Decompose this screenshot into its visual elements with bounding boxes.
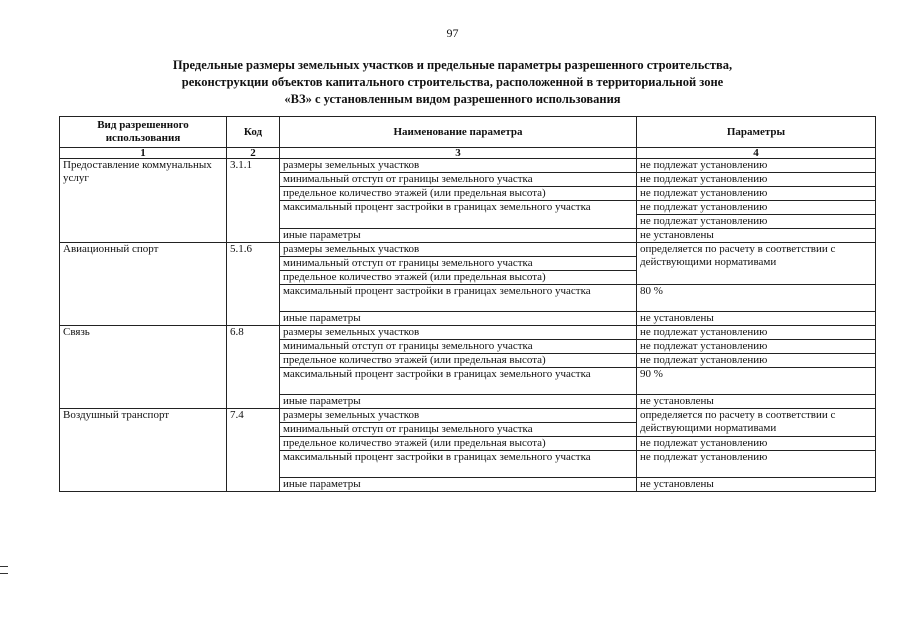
parameter-value-cell: 90 % [637,368,876,395]
parameter-value-cell: не установлены [637,395,876,409]
parameter-value-cell: не подлежат установлению [637,451,876,478]
parameter-value-cell: не подлежат установлению [637,437,876,451]
parameter-name-cell: минимальный отступ от границы земельного участка [280,340,637,354]
parameter-value-cell: не установлены [637,478,876,492]
use-type-cell: Авиационный спорт [60,243,227,326]
table-header-row [60,117,876,148]
header-parameters: Параметры [637,117,876,148]
parameter-value-cell: не подлежат установлению [637,159,876,173]
parameter-name-cell: размеры земельных участков [280,409,637,423]
parameter-value-cell: не подлежат установлению [637,354,876,368]
parameter-name-cell: размеры земельных участков [280,326,637,340]
header-use-type: Вид разрешенного использования [60,117,227,148]
code-cell: 6.8 [227,326,280,409]
parameter-name-cell: иные параметры [280,229,637,243]
parameter-name-cell: минимальный отступ от границы земельного участка [280,173,637,187]
table-row [60,159,876,173]
code-cell: 5.1.6 [227,243,280,326]
header-parameter-name: Наименование параметра [280,117,637,148]
parameter-name-cell: максимальный процент застройки в границах земельного участка [280,368,637,395]
column-number: 2 [227,148,280,159]
parameter-name-cell: предельное количество этажей (или предельная высота) [280,187,637,201]
parameter-value-cell: определяется по расчету в соответствии с действующими нормативами [637,409,876,437]
header-code: Код [227,117,280,148]
title-line-3: «ВЗ» с установленным видом разрешенного использования [284,92,621,106]
column-number: 4 [637,148,876,159]
parameter-name-cell: иные параметры [280,312,637,326]
parameter-name-cell: максимальный процент застройки в границах земельного участка [280,451,637,478]
title-line-1: Предельные размеры земельных участков и предельные параметры разрешенного строительства, [172,58,733,72]
table-row [60,326,876,340]
parameter-name-cell: минимальный отступ от границы земельного участка [280,257,637,271]
title-line-2: реконструкции объектов капитального строительства, расположенной в территориальной зоне [181,75,724,89]
parameter-name-cell: минимальный отступ от границы земельного участка [280,423,637,437]
column-number-row [60,148,876,159]
parameter-name-cell: максимальный процент застройки в границах земельного участка [280,285,637,312]
parameter-value-cell: не установлены [637,229,876,243]
parameter-name-cell: предельное количество этажей (или предельная высота) [280,354,637,368]
parameter-value-cell: не подлежат установлению [637,173,876,187]
parameter-value-cell: не подлежат установлению [637,326,876,340]
parameter-name-cell: размеры земельных участков [280,159,637,173]
use-type-cell: Предоставление коммунальных услуг [60,159,227,243]
use-type-cell: Связь [60,326,227,409]
parameter-value-cell: определяется по расчету в соответствии с действующими нормативами [637,243,876,285]
parameter-value-cell: не подлежат установлению [637,340,876,354]
table-row [60,243,876,257]
use-type-cell: Воздушный транспорт [60,409,227,492]
parameter-value-cell: не установлены [637,312,876,326]
parameter-name-cell: иные параметры [280,478,637,492]
table-row [60,409,876,423]
parameter-value-cell: не подлежат установлению [637,201,876,215]
parameter-value-cell: не подлежат установлению [637,187,876,201]
parameter-name-cell: предельное количество этажей (или предельная высота) [280,271,637,285]
page-number: 97 [446,26,459,40]
parameters-table [59,116,876,492]
column-number: 1 [60,148,227,159]
page-title [100,57,805,108]
scan-edge-mark [0,566,8,574]
column-number: 3 [280,148,637,159]
parameter-value-cell: не подлежат установлению [637,215,876,229]
parameter-name-cell: иные параметры [280,395,637,409]
parameter-value-cell: 80 % [637,285,876,312]
code-cell: 3.1.1 [227,159,280,243]
parameter-name-cell: размеры земельных участков [280,243,637,257]
code-cell: 7.4 [227,409,280,492]
parameter-name-cell: предельное количество этажей (или предельная высота) [280,437,637,451]
parameter-name-cell: максимальный процент застройки в границах земельного участка [280,201,637,229]
